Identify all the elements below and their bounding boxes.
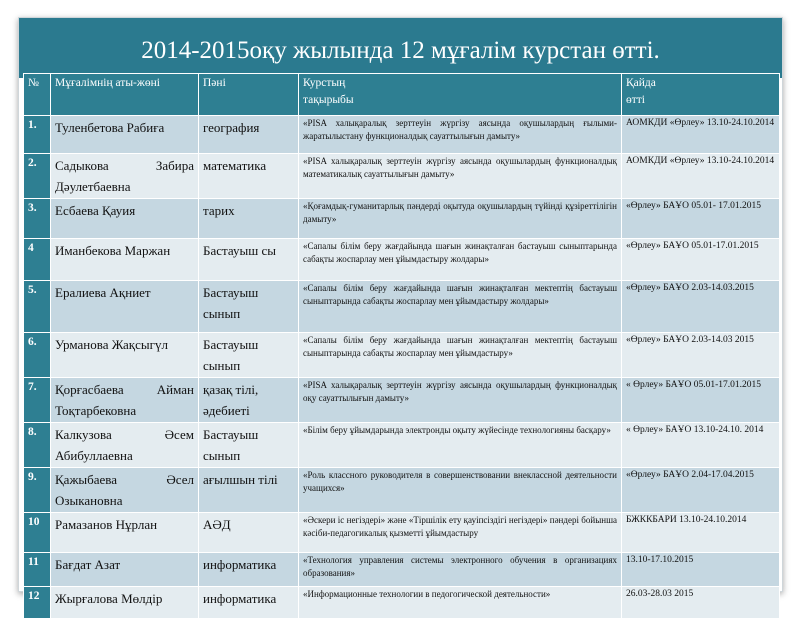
subject: тарих — [199, 199, 299, 239]
table-row — [24, 378, 780, 423]
row-number: 3. — [24, 199, 51, 239]
table-row — [24, 513, 780, 553]
slide — [18, 17, 783, 606]
row-number: 1. — [24, 116, 51, 154]
table-row — [24, 423, 780, 468]
teacher-name: Урманова Жақсыгүл — [51, 333, 199, 378]
table-row — [24, 553, 780, 587]
row-number: 10 — [24, 513, 51, 553]
subject: Бастауыш сынып — [199, 333, 299, 378]
table-row — [24, 468, 780, 513]
table-row — [24, 281, 780, 333]
course-location: БЖККБАРИ 13.10-24.10.2014 — [622, 513, 780, 553]
teacher-name: Қорғасбаева Айман Тоқтарбековна — [51, 378, 199, 423]
header-location: Қайда өтті — [622, 74, 780, 116]
course-location: « Өрлеу» БАҰО 13.10-24.10. 2014 — [622, 423, 780, 468]
row-number: 4 — [24, 239, 51, 281]
course-topic: «Сапалы білім беру жағдайында шағын жинақталған мектептің бастауыш сыныптарында сабақты жоспарлау мен ұйымдастыру жолдары» — [299, 281, 622, 333]
header-teacher-name: Мұғалімнің аты-жөні — [51, 74, 199, 116]
course-topic: «Роль классного руководителя в совершенствовании внеклассной деятельности учащихся» — [299, 468, 622, 513]
course-location: «Өрлеу» БАҰО 05.01- 17.01.2015 — [622, 199, 780, 239]
teacher-name: Туленбетова Рабиға — [51, 116, 199, 154]
table-row — [24, 116, 780, 154]
course-topic: «Қоғамдық-гуманитарлық пәндерді оқытуда оқушылардың түйінді құзіреттілігін дамыту» — [299, 199, 622, 239]
teachers-table — [23, 73, 780, 619]
course-location: 13.10-17.10.2015 — [622, 553, 780, 587]
row-number: 9. — [24, 468, 51, 513]
course-location: 26.03-28.03 2015 — [622, 587, 780, 619]
row-number: 12 — [24, 587, 51, 619]
row-number: 8. — [24, 423, 51, 468]
row-number: 2. — [24, 154, 51, 199]
row-number: 11 — [24, 553, 51, 587]
row-number: 5. — [24, 281, 51, 333]
table-header-row — [24, 74, 780, 116]
teacher-name: Калкузова Әсем Абибуллаевна — [51, 423, 199, 468]
course-location: «Өрлеу» БАҰО 05.01-17.01.2015 — [622, 239, 780, 281]
course-location: «Өрлеу» БАҰО 2.03-14.03 2015 — [622, 333, 780, 378]
course-location: «Өрлеу» БАҰО 2.03-14.03.2015 — [622, 281, 780, 333]
subject: қазақ тілі, әдебиеті — [199, 378, 299, 423]
course-topic: «PISA халықаралық зерттеуін жүргізу аясында оқушылардың функционалдық оқу сауаттылығын дамыту» — [299, 378, 622, 423]
subject: Бастауыш сы — [199, 239, 299, 281]
teacher-name: Ералиева Ақниет — [51, 281, 199, 333]
teacher-name: Жырғалова Мөлдір — [51, 587, 199, 619]
header-number: № — [24, 74, 51, 116]
course-topic: «Технология управления системы электронного обучения в организациях образования» — [299, 553, 622, 587]
course-location: АОМКДИ «Өрлеу» 13.10-24.10.2014 — [622, 154, 780, 199]
header-course-topic: Курстың тақырыбы — [299, 74, 622, 116]
row-number: 7. — [24, 378, 51, 423]
subject: АӘД — [199, 513, 299, 553]
course-topic: «Білім беру ұйымдарында электронды оқыту жүйесінде технологияны басқару» — [299, 423, 622, 468]
course-topic: «Әскери іс негіздері» және «Тіршілік ету қауіпсіздігі негіздері» пәндері бойынша кәсіби-педагогикалық қызметті ұйымдастыру — [299, 513, 622, 553]
teacher-name: Рамазанов Нұрлан — [51, 513, 199, 553]
course-topic: «Сапалы білім беру жағдайында шағын жинақталған мектептің бастауыш сыныптарында сабақты жоспарлау мен ұйымдастыру» — [299, 333, 622, 378]
teacher-name: Бағдат Азат — [51, 553, 199, 587]
teacher-name: Садыкова Забира Дәулетбаевна — [51, 154, 199, 199]
course-topic: «Информационные технологии в педогогической деятельности» — [299, 587, 622, 619]
subject: ағылшын тілі — [199, 468, 299, 513]
subject: Бастауыш сынып — [199, 281, 299, 333]
teacher-name: Иманбекова Маржан — [51, 239, 199, 281]
course-topic: «PISA халықаралық зерттеуін жүргізу аясында оқушылардың ғылыми-жаратылыстану функционалдық сауаттылығын дамыту» — [299, 116, 622, 154]
subject: информатика — [199, 553, 299, 587]
slide-title: 2014-2015оқу жылында 12 мұғалім курстан өтті. — [141, 37, 660, 64]
table-row — [24, 199, 780, 239]
header-subject: Пәні — [199, 74, 299, 116]
table-row — [24, 587, 780, 619]
row-number: 6. — [24, 333, 51, 378]
subject: информатика — [199, 587, 299, 619]
course-location: АОМКДИ «Өрлеу» 13.10-24.10.2014 — [622, 116, 780, 154]
course-location: «Өрлеу» БАҰО 2.04-17.04.2015 — [622, 468, 780, 513]
subject: математика — [199, 154, 299, 199]
teacher-name: Есбаева Қауия — [51, 199, 199, 239]
table-row — [24, 333, 780, 378]
subject: Бастауыш сынып — [199, 423, 299, 468]
teacher-name: Қажыбаева Әсел Озыкановна — [51, 468, 199, 513]
course-location: « Өрлеу» БАҰО 05.01-17.01.2015 — [622, 378, 780, 423]
table-row — [24, 154, 780, 199]
subject: география — [199, 116, 299, 154]
course-topic: «PISA халықаралық зерттеуін жүргізу аясында оқушылардың функционалдық математикалық сауаттылығын дамыту» — [299, 154, 622, 199]
course-topic: «Сапалы білім беру жағдайында шағын жинақталған бастауыш сыныптарында сабақты жоспарлау мен ұйымдастыру жолдары» — [299, 239, 622, 281]
table-row — [24, 239, 780, 281]
